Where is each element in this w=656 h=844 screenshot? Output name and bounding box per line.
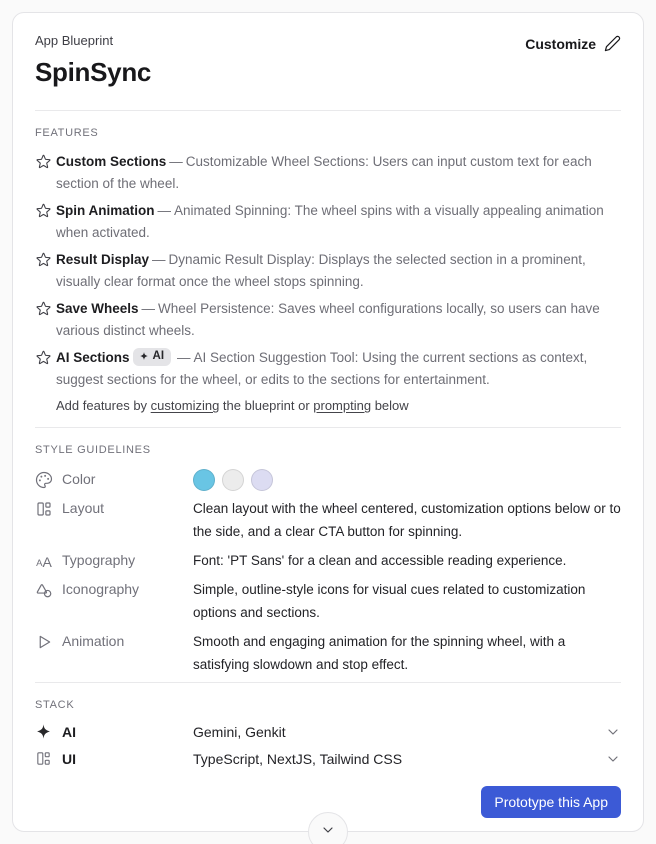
prototype-this-app-button[interactable]: Prototype this App: [481, 786, 621, 818]
prompting-link[interactable]: prompting: [313, 398, 372, 413]
features-section: [13, 111, 643, 415]
stack-row-ui[interactable]: [35, 750, 621, 768]
feature-text: [56, 200, 621, 244]
em-dash: —: [141, 301, 156, 316]
layout-icon: [35, 500, 53, 518]
star-icon: [35, 153, 52, 170]
style-row-label: Typography: [62, 552, 136, 568]
play-icon: [35, 633, 53, 651]
chevron-down-icon[interactable]: [605, 751, 621, 767]
feature-item-spin-animation: [35, 200, 621, 244]
stack-row-value: TypeScript, NextJS, Tailwind CSS: [193, 751, 403, 767]
color-swatches: [193, 468, 621, 491]
feature-description: Wheel Persistence: Saves wheel configurations locally, so users can have various distinct wheels.: [56, 301, 600, 338]
style-row-description: Font: 'PT Sans' for a clean and accessible reading experience.: [193, 553, 567, 568]
chevron-down-icon[interactable]: [605, 724, 621, 740]
pencil-icon: [604, 35, 621, 52]
layout-icon: [35, 750, 53, 768]
app-blueprint-label: App Blueprint: [35, 33, 114, 48]
feature-title: Result Display: [56, 252, 150, 267]
feature-description: Dynamic Result Display: Displays the selected section in a prominent, visually clear format once the wheel stops spinning.: [56, 252, 586, 289]
style-row-label: Color: [62, 471, 96, 487]
feature-item-custom-sections: [35, 151, 621, 195]
app-name-title: SpinSync: [35, 57, 152, 87]
ai-badge: [133, 348, 172, 366]
feature-description: Animated Spinning: The wheel spins with a visually appealing animation when activated.: [56, 203, 604, 240]
ai-badge-label: AI: [152, 349, 165, 362]
feature-item-save-wheels: [35, 298, 621, 342]
footnote-text: below: [371, 398, 409, 413]
stack-section-label: STACK: [35, 699, 75, 711]
feature-text: [56, 249, 621, 293]
em-dash: —: [169, 154, 183, 169]
stack-section: [13, 683, 643, 768]
add-features-footnote: [56, 397, 621, 415]
color-swatch-lavender: [251, 469, 273, 491]
header-titles: [35, 33, 151, 88]
chevron-down-icon: [320, 822, 336, 843]
stack-row-value: Gemini, Genkit: [193, 724, 286, 740]
style-row-label: Animation: [62, 633, 125, 649]
sparkle-icon: [35, 723, 53, 741]
footnote-text: the blueprint or: [219, 398, 314, 413]
customize-button[interactable]: [525, 35, 621, 52]
shapes-icon: [35, 581, 53, 599]
stack-row-label: AI: [62, 724, 76, 740]
feature-text: [56, 347, 621, 391]
style-row-description: Clean layout with the wheel centered, customization options below or to the side, and a clear CTA button for spinning.: [193, 501, 621, 539]
palette-icon: [35, 471, 53, 489]
customize-label: Customize: [525, 35, 596, 52]
star-icon: [35, 251, 52, 268]
feature-title: AI Sections: [56, 350, 130, 365]
style-row-label: Iconography: [62, 581, 140, 597]
footnote-text: Add features by: [56, 398, 151, 413]
feature-description: AI Section Suggestion Tool: Using the current sections as context, suggest sections for the wheel, or edits to the sections for entertainment.: [56, 350, 588, 387]
typography-aa-icon: [35, 552, 53, 570]
style-row-typography: [35, 549, 621, 572]
features-list: [35, 151, 621, 391]
style-row-description: Smooth and engaging animation for the spinning wheel, with a satisfying slowdown and stop effect.: [193, 634, 566, 672]
feature-description: Customizable Wheel Sections: Users can input custom text for each section of the wheel.: [56, 154, 592, 191]
star-icon: [35, 349, 52, 366]
stack-row-label: UI: [62, 751, 76, 767]
star-icon: [35, 202, 52, 219]
style-row-description: Simple, outline-style icons for visual cues related to customization options and sections.: [193, 582, 586, 620]
customizing-link[interactable]: customizing: [150, 398, 220, 413]
feature-item-ai-sections: [35, 347, 621, 391]
card-header: [13, 13, 643, 110]
style-row-layout: [35, 497, 621, 543]
style-row-label: Layout: [62, 500, 105, 516]
features-section-label: FEATURES: [35, 127, 99, 139]
star-icon: [35, 300, 52, 317]
stack-row-ai[interactable]: [35, 723, 621, 741]
style-guidelines-section: [13, 428, 643, 676]
feature-title: Custom Sections: [56, 154, 167, 169]
scroll-down-button[interactable]: [308, 812, 348, 844]
color-swatch-gray: [222, 469, 244, 491]
sparkle-icon: [139, 351, 149, 361]
feature-title: Save Wheels: [56, 301, 139, 316]
style-row-color: [35, 468, 621, 491]
em-dash: —: [152, 252, 166, 267]
feature-item-result-display: [35, 249, 621, 293]
feature-text: [56, 298, 621, 342]
style-guidelines-label: STYLE GUIDELINES: [35, 444, 151, 456]
style-row-animation: [35, 630, 621, 676]
feature-title: Spin Animation: [56, 203, 155, 218]
em-dash: —: [177, 350, 191, 365]
em-dash: —: [157, 203, 171, 218]
color-swatch-blue: [193, 469, 215, 491]
feature-text: [56, 151, 621, 195]
app-blueprint-card: [12, 12, 644, 832]
style-row-iconography: [35, 578, 621, 624]
